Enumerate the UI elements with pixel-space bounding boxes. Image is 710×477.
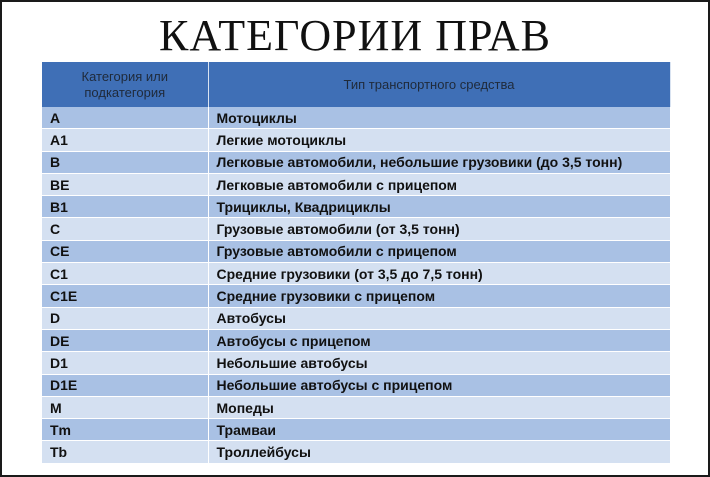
- category-cell: D1: [42, 352, 208, 374]
- table-row: [42, 374, 670, 396]
- category-cell: C1: [42, 263, 208, 285]
- category-cell: A: [42, 107, 208, 129]
- column-header-category-line1: Категория или: [81, 68, 168, 84]
- category-cell: M: [42, 396, 208, 418]
- column-header-category-line2: подкатегория: [84, 84, 166, 100]
- table-row: [42, 419, 670, 441]
- category-cell: B: [42, 151, 208, 173]
- license-categories-table: [42, 62, 671, 464]
- table-row: [42, 129, 670, 151]
- page-title: КАТЕГОРИИ ПРАВ: [159, 11, 551, 60]
- vehicle-type-cell: Грузовые автомобили (от 3,5 тонн): [208, 218, 670, 240]
- column-header-category: [42, 62, 208, 107]
- vehicle-type-cell: Легковые автомобили с прицепом: [208, 173, 670, 195]
- category-cell: Tb: [42, 441, 208, 463]
- vehicle-type-cell: Автобусы с прицепом: [208, 329, 670, 351]
- vehicle-type-cell: Автобусы: [208, 307, 670, 329]
- table-row: [42, 173, 670, 195]
- category-cell: C: [42, 218, 208, 240]
- category-cell: C1E: [42, 285, 208, 307]
- vehicle-type-cell: Трамваи: [208, 419, 670, 441]
- column-header-vehicle-type: Тип транспортного средства: [208, 62, 670, 107]
- category-cell: Tm: [42, 419, 208, 441]
- vehicle-type-cell: Грузовые автомобили с прицепом: [208, 240, 670, 262]
- table-row: [42, 263, 670, 285]
- category-cell: D: [42, 307, 208, 329]
- category-cell: CE: [42, 240, 208, 262]
- table-row: [42, 329, 670, 351]
- table-body: [42, 107, 670, 463]
- table-row: [42, 107, 670, 129]
- vehicle-type-cell: Средние грузовики (от 3,5 до 7,5 тонн): [208, 263, 670, 285]
- vehicle-type-cell: Небольшие автобусы с прицепом: [208, 374, 670, 396]
- table-row: [42, 196, 670, 218]
- vehicle-type-cell: Мопеды: [208, 396, 670, 418]
- vehicle-type-cell: Средние грузовики с прицепом: [208, 285, 670, 307]
- category-cell: BE: [42, 173, 208, 195]
- vehicle-type-cell: Небольшие автобусы: [208, 352, 670, 374]
- category-cell: A1: [42, 129, 208, 151]
- table-row: [42, 285, 670, 307]
- table-header-row: [42, 62, 670, 107]
- table-header: [42, 62, 670, 107]
- table-row: [42, 307, 670, 329]
- table-row: [42, 218, 670, 240]
- table-row: [42, 441, 670, 463]
- table-row: [42, 151, 670, 173]
- table-row: [42, 352, 670, 374]
- category-cell: B1: [42, 196, 208, 218]
- vehicle-type-cell: Троллейбусы: [208, 441, 670, 463]
- vehicle-type-cell: Мотоциклы: [208, 107, 670, 129]
- vehicle-type-cell: Легковые автомобили, небольшие грузовики (до 3,5 тонн): [208, 151, 670, 173]
- vehicle-type-cell: Легкие мотоциклы: [208, 129, 670, 151]
- table-row: [42, 396, 670, 418]
- category-cell: DE: [42, 329, 208, 351]
- license-categories-table-container: [42, 62, 670, 464]
- vehicle-type-cell: Трициклы, Квадрициклы: [208, 196, 670, 218]
- category-cell: D1E: [42, 374, 208, 396]
- table-row: [42, 240, 670, 262]
